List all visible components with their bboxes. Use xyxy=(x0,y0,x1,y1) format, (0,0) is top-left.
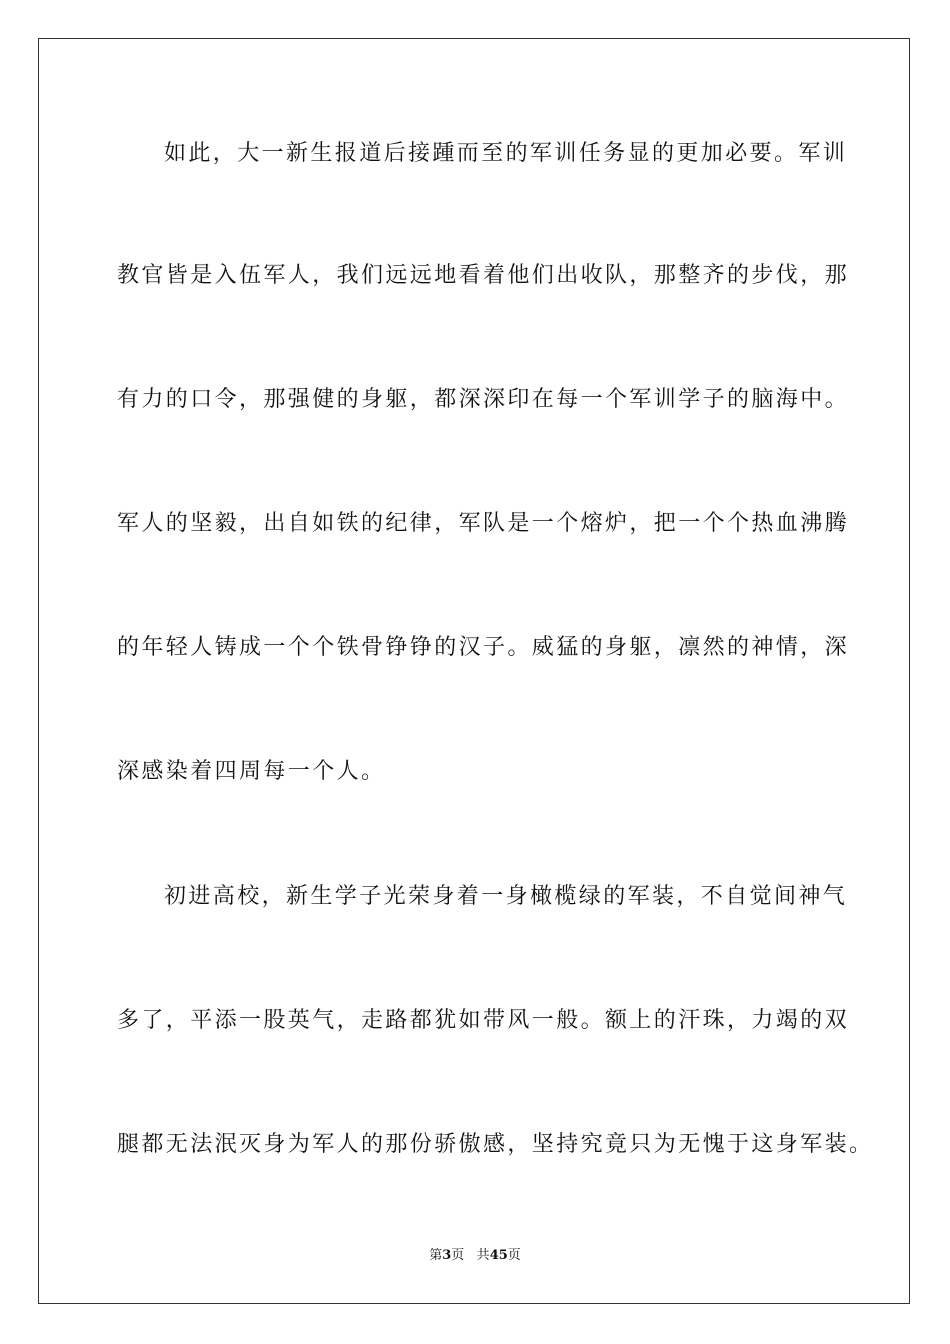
text-line: 如此，大一新生报道后接踵而至的军训任务显的更加必要。军训 xyxy=(164,141,848,166)
text-line: 军人的坚毅，出自如铁的纪律，军队是一个熔炉，把一个个热血沸腾 xyxy=(117,511,850,536)
page-prefix: 第 xyxy=(429,1248,443,1263)
page-frame xyxy=(38,38,910,1304)
text-line: 的年轻人铸成一个个铁骨铮铮的汉子。威猛的身躯，凛然的神情，深 xyxy=(117,635,850,660)
text-line: 教官皆是入伍军人，我们远远地看着他们出收队，那整齐的步伐，那 xyxy=(117,263,850,288)
text-line: 深感染着四周每一个人。 xyxy=(117,759,386,784)
total-prefix: 共 xyxy=(476,1248,490,1263)
total-pages: 45 xyxy=(489,1248,508,1263)
page-number: 3 xyxy=(442,1248,452,1263)
page-suffix: 页 xyxy=(451,1248,465,1263)
text-line: 初进高校，新生学子光荣身着一身橄榄绿的军装，不自觉间神气 xyxy=(164,884,848,909)
text-line: 腿都无法泯灭身为军人的那份骄傲感，坚持究竟只为无愧于这身军装。 xyxy=(117,1132,874,1157)
text-line: 多了，平添一股英气，走路都犹如带风一般。额上的汗珠，力竭的双 xyxy=(117,1008,850,1033)
page-footer xyxy=(0,1247,950,1265)
total-suffix: 页 xyxy=(507,1248,521,1263)
text-line: 有力的口令，那强健的身躯，都深深印在每一个军训学子的脑海中。 xyxy=(117,387,850,412)
